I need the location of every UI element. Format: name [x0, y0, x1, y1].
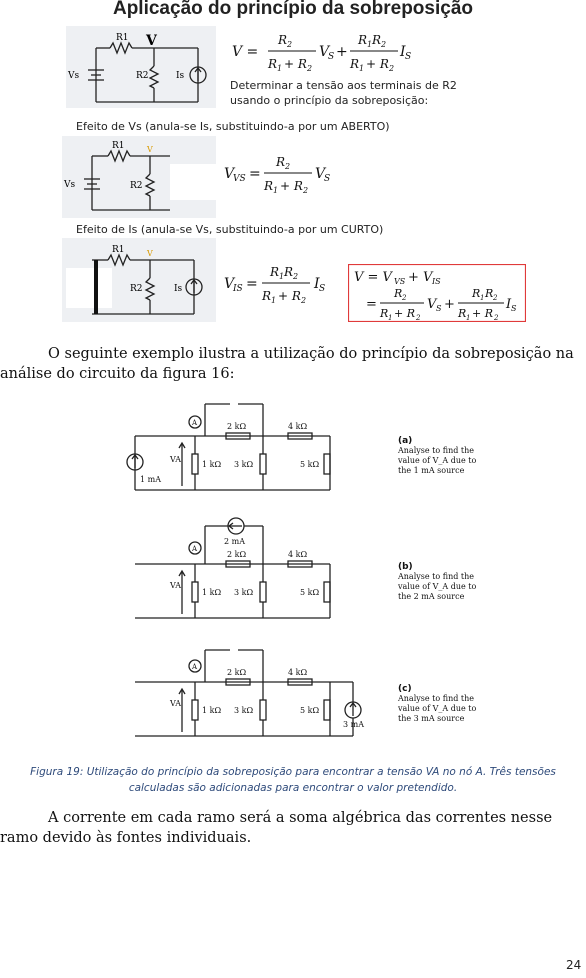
formula-v [232, 30, 412, 74]
svg-text:R: R [350, 57, 360, 71]
circuit-vs-only [62, 136, 216, 218]
r2-label: R2 [130, 181, 143, 191]
svg-text:4 kΩ: 4 kΩ [288, 550, 308, 559]
svg-text:S: S [319, 284, 326, 294]
svg-text:1: 1 [466, 314, 471, 322]
effect-is-heading: Efeito de Is (anula-se Vs, substituindo-a por um CURTO) [76, 223, 384, 236]
svg-text:1: 1 [277, 64, 283, 73]
svg-text:+ R: + R [284, 57, 307, 71]
svg-text:I: I [314, 276, 320, 292]
svg-text:2: 2 [287, 40, 293, 49]
svg-text:R: R [262, 289, 272, 303]
page-title: Aplicação do princípio da sobreposição [112, 0, 474, 19]
superposition-result-box [348, 264, 526, 322]
formula-vvs [224, 152, 334, 196]
svg-text:+ R: + R [394, 307, 415, 320]
svg-text:R: R [278, 33, 288, 47]
svg-text:4 kΩ: 4 kΩ [288, 422, 308, 431]
r1-label: R1 [112, 141, 125, 151]
svg-text:VA: VA [170, 581, 182, 590]
svg-text:2: 2 [402, 294, 407, 302]
svg-text:A: A [192, 663, 198, 671]
svg-text:1: 1 [388, 314, 393, 322]
svg-text:1: 1 [367, 40, 373, 49]
svg-text:R: R [472, 287, 481, 300]
svg-text:VS: VS [233, 174, 246, 184]
vs-label: Vs [68, 71, 80, 81]
instruction-text: Determinar a tensão aos terminais de R2 usando o princípio da sobreposição: [230, 79, 457, 107]
circuit-is-only [62, 238, 216, 322]
svg-text:2: 2 [381, 40, 387, 49]
svg-text:V =: V = [232, 44, 259, 60]
svg-text:V: V [319, 44, 330, 60]
svg-text:3 kΩ: 3 kΩ [234, 460, 254, 469]
svg-text:R: R [380, 307, 389, 320]
svg-text:1 kΩ: 1 kΩ [202, 706, 222, 715]
is-label: Is [174, 284, 183, 294]
r2-label: R2 [130, 284, 143, 294]
svg-text:S: S [328, 52, 335, 62]
svg-text:V: V [224, 276, 235, 292]
svg-text:R: R [276, 155, 286, 169]
svg-text:V: V [147, 249, 153, 258]
svg-text:2: 2 [301, 296, 307, 305]
svg-text:R: R [358, 33, 368, 47]
svg-text:S: S [324, 174, 331, 184]
svg-text:V: V [147, 145, 153, 154]
svg-text:2 kΩ: 2 kΩ [227, 668, 247, 677]
svg-text:+ V: + V [408, 270, 433, 285]
is-label: Is [176, 71, 185, 81]
vs-label: Vs [64, 180, 76, 190]
svg-text:IS: IS [233, 284, 243, 294]
svg-text:5 kΩ: 5 kΩ [300, 588, 320, 597]
svg-text:R: R [264, 179, 274, 193]
svg-text:1: 1 [271, 296, 277, 305]
page-number: 24 [566, 958, 582, 972]
svg-text:R: R [270, 265, 280, 279]
panel-a-note: (a) Analyse to find the value of V_A due to the 1 mA source [398, 436, 477, 475]
svg-text:IS: IS [432, 277, 441, 286]
paragraph-branch-current: A corrente em cada ramo será a soma algébrica das correntes nesse ramo devido às fontes individuais. [0, 810, 553, 846]
svg-text:+ R: + R [280, 179, 303, 193]
svg-text:1 kΩ: 1 kΩ [202, 460, 222, 469]
svg-text:V: V [224, 166, 235, 182]
svg-text:A: A [192, 545, 198, 553]
svg-text:2: 2 [293, 272, 299, 281]
svg-text:1 kΩ: 1 kΩ [202, 588, 222, 597]
svg-text:+ R: + R [278, 289, 301, 303]
svg-text:V: V [315, 166, 326, 182]
svg-text:S: S [436, 304, 442, 313]
svg-text:2 mA: 2 mA [224, 537, 245, 546]
svg-text:2: 2 [493, 294, 498, 302]
svg-text:A: A [192, 419, 198, 427]
svg-text:+: + [336, 44, 348, 60]
svg-text:R: R [485, 287, 494, 300]
svg-text:3 mA: 3 mA [343, 720, 364, 729]
r1-label: R1 [116, 33, 129, 43]
svg-text:V: V [427, 297, 437, 312]
svg-text:V = V: V = V [354, 270, 392, 285]
svg-text:5 kΩ: 5 kΩ [300, 460, 320, 469]
svg-text:I: I [400, 44, 406, 60]
svg-text:+ R: + R [472, 307, 493, 320]
svg-text:R: R [394, 287, 403, 300]
svg-text:+ R: + R [366, 57, 389, 71]
svg-text:R: R [372, 33, 382, 47]
svg-text:=: = [249, 166, 261, 182]
effect-vs-heading: Efeito de Vs (anula-se Is, substituindo-a por um ABERTO) [76, 120, 390, 133]
r2-label: R2 [136, 71, 149, 81]
svg-text:VS: VS [394, 277, 406, 286]
svg-text:3 kΩ: 3 kΩ [234, 588, 254, 597]
svg-text:4 kΩ: 4 kΩ [288, 668, 308, 677]
svg-text:2: 2 [285, 162, 291, 171]
svg-text:S: S [511, 304, 517, 313]
svg-text:5 kΩ: 5 kΩ [300, 706, 320, 715]
svg-text:2 kΩ: 2 kΩ [227, 422, 247, 431]
svg-text:I: I [506, 297, 512, 312]
figure-caption: Figura 19: Utilização do princípio da sobreposição para encontrar a tensão VA no nó A. Três tensões calculadas são adicionadas para encontrar o valor pretendido. [30, 766, 556, 794]
svg-text:VA: VA [170, 699, 182, 708]
svg-text:2: 2 [303, 186, 309, 195]
svg-text:1: 1 [359, 64, 365, 73]
svg-text:2: 2 [416, 314, 421, 322]
svg-text:+: + [444, 297, 455, 312]
paragraph-intro: O seguinte exemplo ilustra a utilização do princípio da sobreposição na análise do circuito da figura 16: [0, 346, 574, 382]
svg-text:1 mA: 1 mA [140, 475, 161, 484]
svg-text:VA: VA [170, 455, 182, 464]
panel-c-note: (c) Analyse to find the value of V_A due to the 3 mA source [398, 684, 477, 723]
svg-text:S: S [405, 52, 412, 62]
circuit-full [66, 26, 216, 108]
svg-text:2: 2 [494, 314, 499, 322]
svg-text:R: R [268, 57, 278, 71]
svg-text:2 kΩ: 2 kΩ [227, 550, 247, 559]
svg-text:=: = [246, 276, 258, 292]
panel-b-note: (b) Analyse to find the value of V_A due to the 2 mA source [398, 562, 477, 601]
svg-text:1: 1 [279, 272, 285, 281]
svg-text:1: 1 [480, 294, 485, 302]
svg-text:=: = [366, 297, 377, 312]
svg-text:2: 2 [389, 64, 395, 73]
svg-text:R: R [458, 307, 467, 320]
svg-text:1: 1 [273, 186, 279, 195]
v-label: V [146, 33, 157, 49]
svg-text:R: R [284, 265, 294, 279]
svg-text:3 kΩ: 3 kΩ [234, 706, 254, 715]
svg-text:2: 2 [307, 64, 313, 73]
formula-vis [224, 262, 336, 308]
r1-label: R1 [112, 245, 125, 255]
